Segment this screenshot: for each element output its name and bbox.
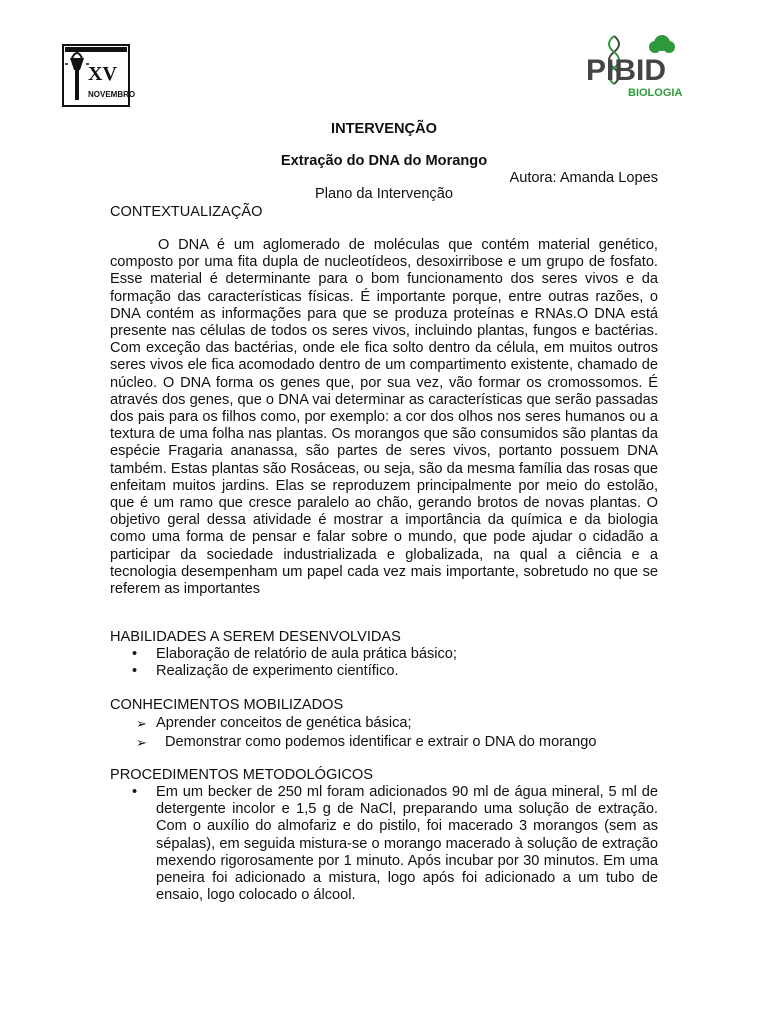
document-subtitle: Extração do DNA do Morango (280, 153, 488, 169)
bullet-icon: • (132, 663, 138, 679)
list-item (110, 734, 670, 751)
document-title: INTERVENÇÃO (331, 121, 437, 137)
logo-right-text: PIBID (586, 54, 667, 87)
list-item (110, 784, 658, 904)
procedures-list (110, 784, 670, 904)
knowledge-heading: CONHECIMENTOS MOBILIZADOS (110, 697, 344, 713)
list-item (110, 715, 670, 732)
xv-novembro-logo (62, 44, 136, 107)
arrow-bullet-icon: ➢ (136, 716, 147, 731)
context-paragraph: O DNA é um aglomerado de moléculas que contém material genético, composto por uma fita dupla de nucleotídeos, desoxirribose e um grupo de fosfato. Esse material é determinante para o bom funcionamento dos seres vivos e da formação das características físicas. É importante porque, entre outras razões, o DNA contém as informações para que se produza proteínas e RNAs.O DNA está presente nas células de todos os seres vivos, incluindo plantas, fungos e bactérias. Com exceção das bactérias, onde ele fica solto dentro da célula, em muitos outros seres vivos ele fica acomodado dentro de um compartimento existente, chamado de núcleo. O DNA forma os genes que, por sua vez, vão formar os cromossomos. É através dos genes, que o DNA vai determinar as características que serão passadas dos pais para os filhos como, por exemplo: a cor dos olhos nos seres humanos ou a textura de uma folha nas plantas. Os morangos que são consumidos são plantas da espécie Fragaria ananassa, são partes de seres vivos, portanto possuem DNA também. Estas plantas são Rosáceas, ou seja, são da mesma família das rosas que enfeitam muitos jardins. Elas se reproduzem principalmente por meio do estolão, que é um ramo que cresce paralelo ao chão, gerando brotos de novas plantas. O objetivo geral dessa atividade é mostrar a importância da química e da biologia como uma forma de pensar e falar sobre o mundo, que pode ajudar o cidadão a participar da sociedade industrializada e globalizada, na qual a ciência e a tecnologia desempenham um papel cada vez mais importante, sobretudo no que se referem as importantes (110, 237, 658, 598)
logo-left-text: XV (88, 63, 117, 85)
logo-left-subtext: NOVEMBRO (88, 90, 136, 99)
knowledge-list (110, 715, 670, 753)
author-line: Autora: Amanda Lopes (509, 170, 658, 186)
list-item (110, 663, 670, 680)
logo-right-subtext: BIOLOGIA (628, 87, 683, 99)
plan-heading: Plano da Intervenção (315, 186, 453, 202)
procedure-text: Em um becker de 250 ml foram adicionados 90 ml de água mineral, 5 ml de detergente incolor e 1,5 g de NaCl, preparando uma solução de extração. Com o auxílio do almofariz e do pistilo, foi macerado 3 morangos (sem as sépalas), em seguida mistura-se o morango macerado à solução de extração mexendo rigorosamente por 1 minuto. Após incubar por 30 minutos. Em uma peneira foi adicionado a mistura, logo após foi adicionado a um tubo de ensaio, logo colocado o álcool. (156, 784, 658, 904)
knowledge-text: Demonstrar como podemos identificar e extrair o DNA do morango (165, 734, 597, 750)
skills-list (110, 646, 670, 680)
context-heading: CONTEXTUALIZAÇÃO (110, 204, 263, 220)
knowledge-text: Aprender conceitos de genética básica; (156, 715, 412, 731)
skills-heading: HABILIDADES A SEREM DESENVOLVIDAS (110, 629, 401, 645)
pibid-biologia-logo (584, 30, 704, 102)
list-item (110, 646, 670, 663)
skill-text: Realização de experimento científico. (156, 663, 399, 679)
skill-text: Elaboração de relatório de aula prática básico; (156, 646, 457, 662)
bullet-icon: • (132, 646, 138, 662)
arrow-bullet-icon: ➢ (136, 735, 147, 750)
procedures-heading: PROCEDIMENTOS METODOLÓGICOS (110, 767, 373, 783)
bullet-icon: • (132, 784, 138, 800)
